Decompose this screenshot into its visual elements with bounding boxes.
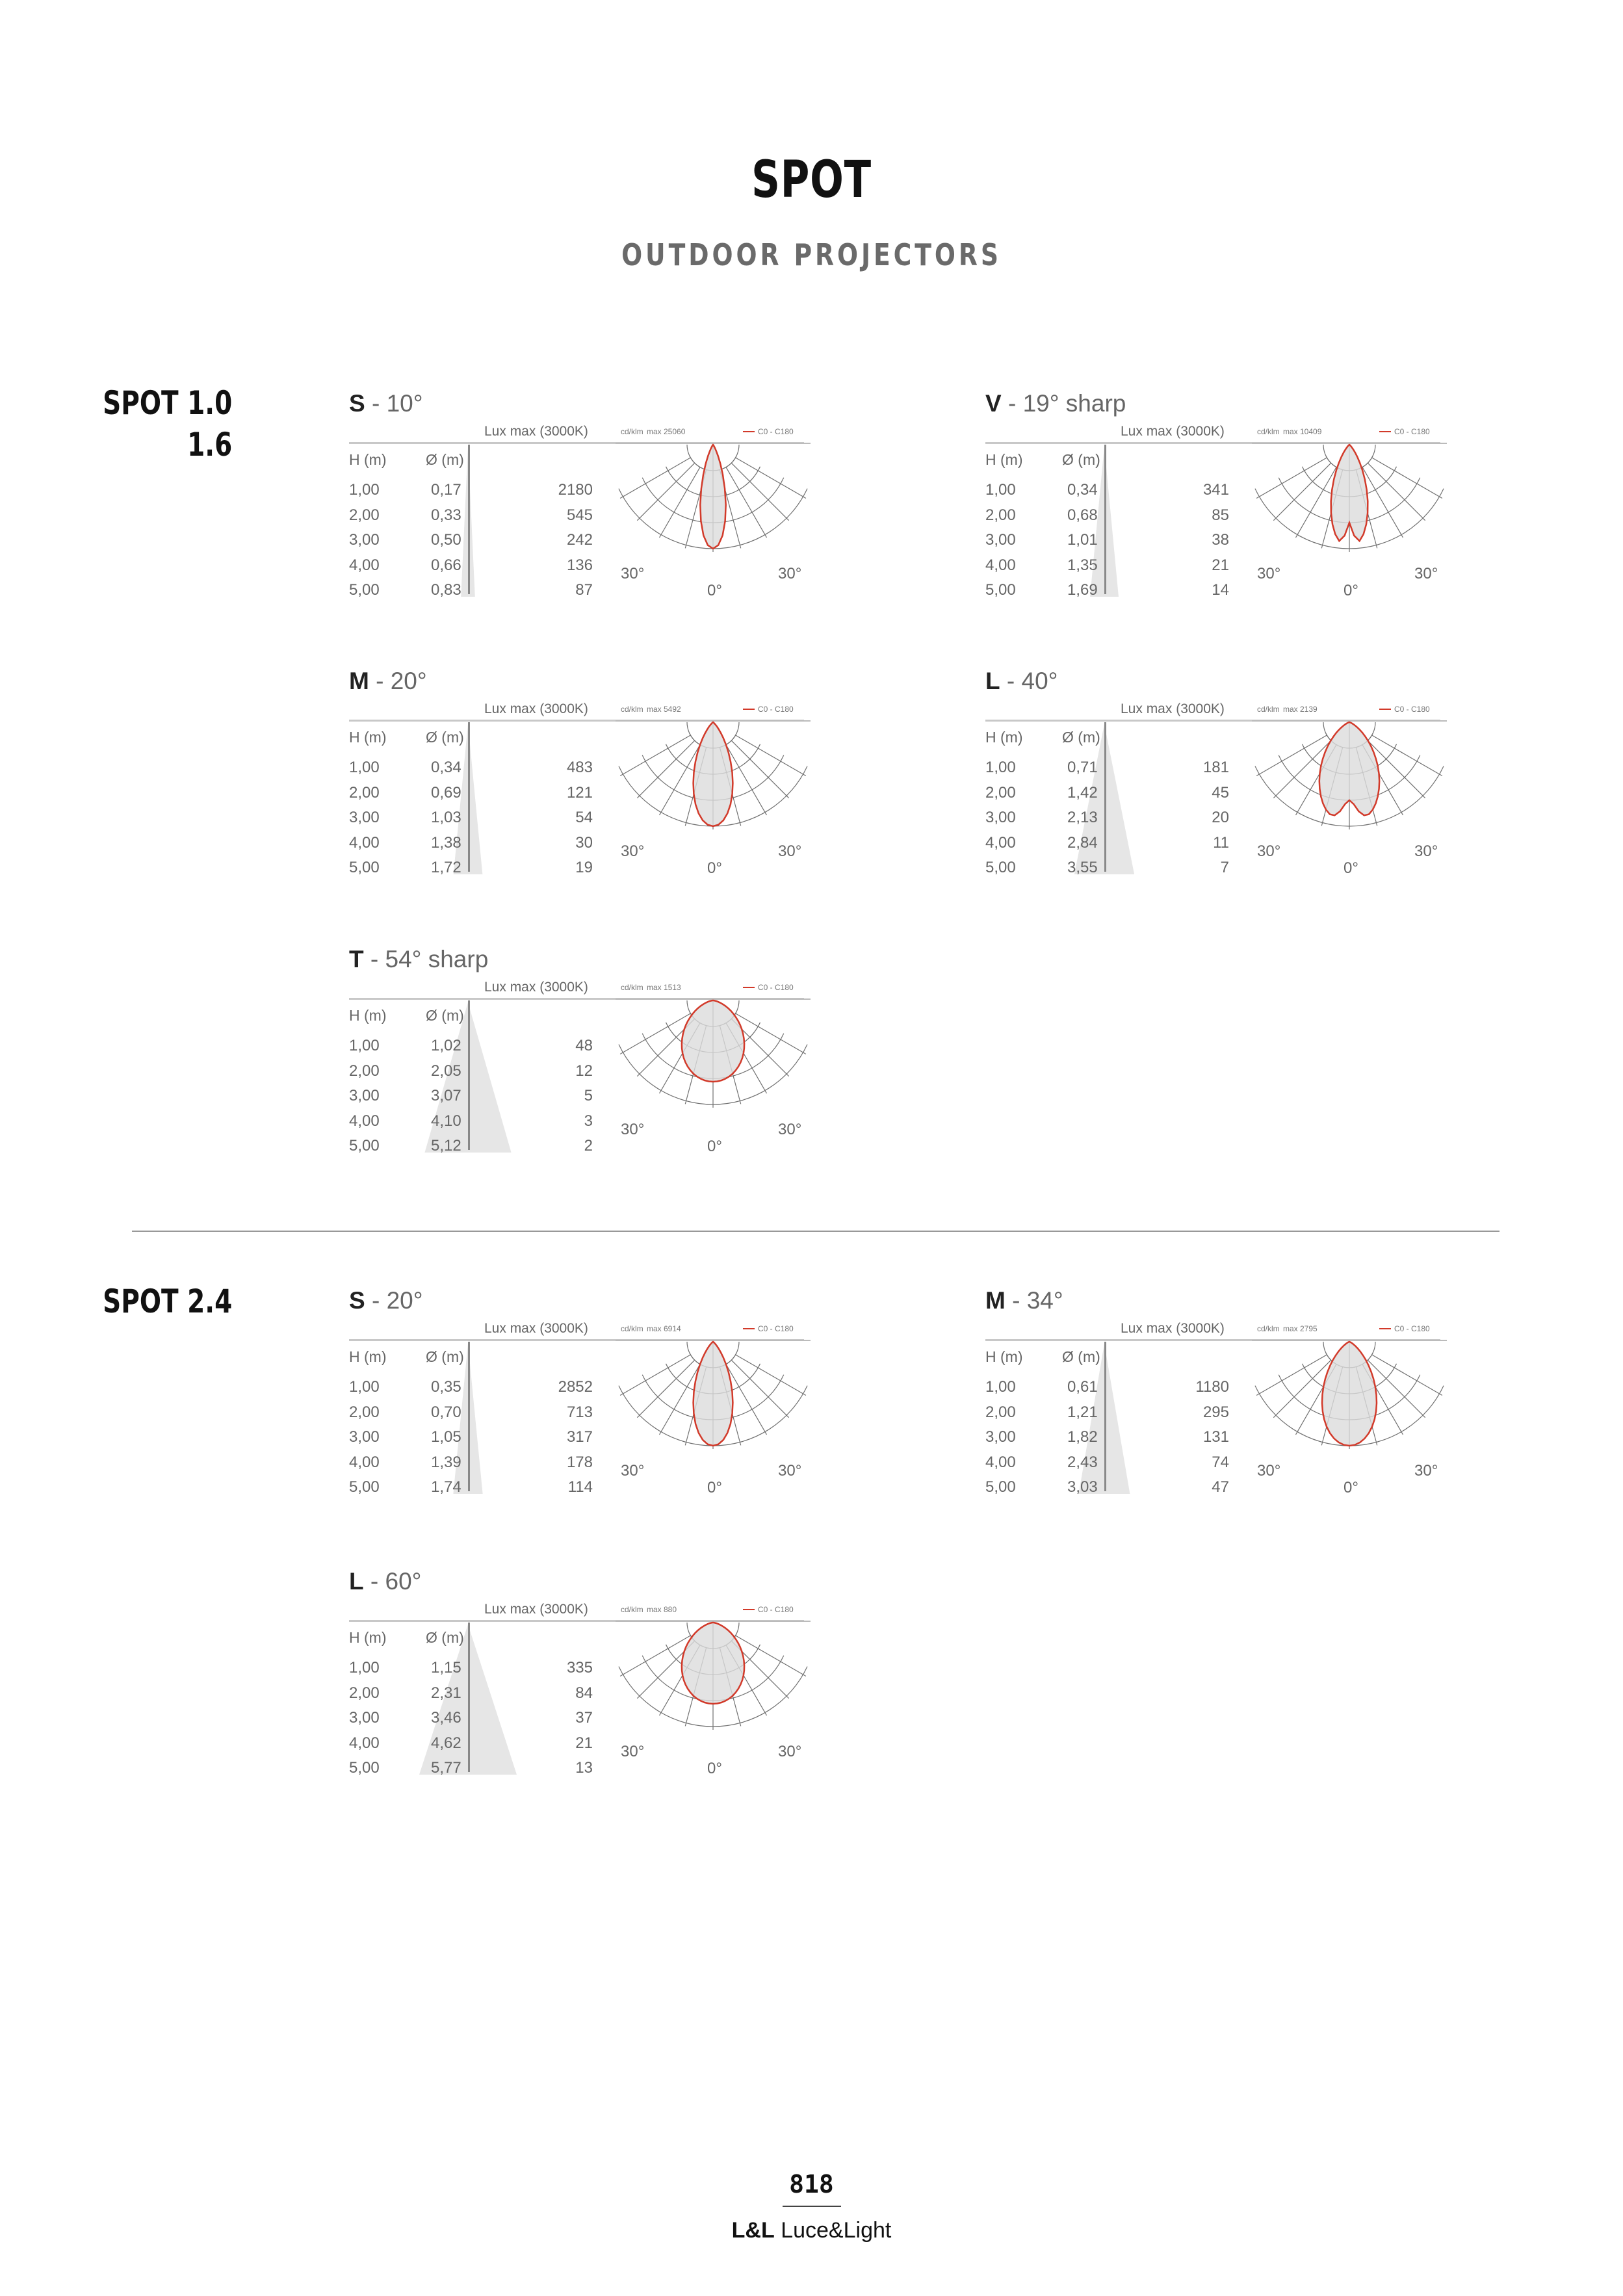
page-number-rule <box>783 2206 841 2207</box>
cell-diameter: 3,46 <box>431 1709 461 1727</box>
cell-diameter: 1,74 <box>431 1478 461 1496</box>
angle-label-left: 30° <box>621 1743 645 1760</box>
cell-height: 4,00 <box>349 1453 380 1471</box>
cell-diameter: 1,15 <box>431 1659 461 1676</box>
section-label-spot-2 <box>103 1281 232 1322</box>
light-distribution-curve <box>682 1000 744 1082</box>
polar-unit-label: cd/klm <box>1257 1324 1280 1333</box>
beam-code: M <box>985 1287 1006 1314</box>
cell-diameter: 1,05 <box>431 1428 461 1446</box>
beam-code: S <box>349 390 365 417</box>
table-row <box>985 859 1229 883</box>
cell-height: 3,00 <box>349 1087 380 1104</box>
table-row <box>349 1734 593 1759</box>
cell-height: 3,00 <box>985 809 1016 826</box>
table-row <box>349 1037 593 1062</box>
col-header-diameter: Ø (m) <box>1062 451 1100 468</box>
beam-suffix: - 40° <box>1000 668 1058 694</box>
cell-lux: 295 <box>1202 1403 1229 1421</box>
cell-height: 1,00 <box>349 481 380 499</box>
table-row <box>349 859 593 883</box>
cell-height: 4,00 <box>985 833 1016 852</box>
angle-label-right: 30° <box>778 1462 802 1480</box>
table-row <box>985 1378 1229 1403</box>
angle-label-bottom: 0° <box>707 859 722 877</box>
table-row <box>349 834 593 859</box>
cell-height: 2,00 <box>985 783 1016 802</box>
lux-header: Lux max (3000K) <box>484 980 588 995</box>
cell-height: 5,00 <box>349 1478 380 1496</box>
page-title: SPOT <box>751 151 872 209</box>
beam-block-s <box>349 390 804 605</box>
beam-suffix: - 54° sharp <box>363 946 489 972</box>
angle-label-left: 30° <box>1257 565 1281 582</box>
legend-label: C0 - C180 <box>758 1324 794 1333</box>
cell-lux: 713 <box>566 1403 593 1421</box>
polar-unit-label: cd/klm <box>621 427 643 436</box>
table-row <box>349 581 593 606</box>
section-label-line1: SPOT 1.0 <box>102 384 232 422</box>
cell-lux: 85 <box>1212 506 1229 524</box>
angle-label-left: 30° <box>1257 842 1281 860</box>
table-row <box>985 759 1229 783</box>
cell-lux: 242 <box>566 531 593 549</box>
cell-height: 4,00 <box>985 556 1016 574</box>
light-distribution-curve <box>694 722 733 826</box>
angle-label-right: 30° <box>778 565 802 582</box>
angle-label-right: 30° <box>778 842 802 860</box>
angle-label-right: 30° <box>1414 842 1438 860</box>
table-row <box>985 581 1229 606</box>
table-row <box>985 531 1229 556</box>
legend-label: C0 - C180 <box>758 1605 794 1614</box>
cell-lux: 19 <box>575 859 593 876</box>
cell-lux: 21 <box>1212 556 1229 574</box>
cell-diameter: 3,03 <box>1067 1478 1098 1496</box>
cell-height: 2,00 <box>349 1684 380 1702</box>
cell-lux: 20 <box>1212 809 1229 826</box>
lux-header: Lux max (3000K) <box>484 1321 588 1336</box>
section-label-spot-1 <box>103 382 232 465</box>
cell-height: 4,00 <box>349 1734 380 1752</box>
col-header-height: H (m) <box>349 1007 387 1024</box>
cell-diameter: 0,17 <box>431 481 461 499</box>
cell-diameter: 0,50 <box>431 531 461 549</box>
cell-height: 5,00 <box>349 859 380 876</box>
legend-label: C0 - C180 <box>1394 705 1430 714</box>
table-row <box>349 1478 593 1503</box>
table-row <box>349 1087 593 1112</box>
cell-lux: 114 <box>567 1478 593 1496</box>
cell-lux: 84 <box>575 1684 593 1702</box>
cell-height: 2,00 <box>349 1403 380 1421</box>
cell-height: 3,00 <box>349 531 380 549</box>
cell-diameter: 1,01 <box>1067 531 1098 549</box>
cell-diameter: 0,34 <box>1067 481 1098 499</box>
table-row <box>349 1709 593 1734</box>
beam-suffix: - 20° <box>369 668 427 694</box>
beam-block-m <box>985 1287 1440 1502</box>
polar-max-label: max 880 <box>647 1605 677 1614</box>
angle-label-right: 30° <box>778 1743 802 1760</box>
cell-lux: 37 <box>575 1709 593 1727</box>
cell-lux: 136 <box>566 556 593 574</box>
polar-diagram <box>616 1599 811 1781</box>
cell-height: 1,00 <box>349 1037 380 1054</box>
cell-height: 5,00 <box>349 581 380 599</box>
cell-diameter: 1,39 <box>431 1453 461 1471</box>
cell-height: 1,00 <box>349 1378 380 1396</box>
light-distribution-curve <box>694 1342 733 1446</box>
brand-bold: L&L <box>731 2218 775 2243</box>
cell-height: 4,00 <box>349 1112 380 1130</box>
col-header-height: H (m) <box>349 1629 387 1646</box>
angle-label-bottom: 0° <box>1344 582 1358 599</box>
angle-label-left: 30° <box>621 1121 645 1138</box>
cell-lux: 48 <box>575 1037 593 1054</box>
cell-height: 2,00 <box>349 1062 380 1080</box>
beam-code: T <box>349 946 364 972</box>
polar-max-label: max 1513 <box>647 983 681 992</box>
cell-height: 1,00 <box>985 481 1016 499</box>
polar-max-label: max 2139 <box>1283 705 1318 714</box>
table-row <box>985 1428 1229 1453</box>
cell-diameter: 0,33 <box>431 506 461 524</box>
table-row <box>985 784 1229 809</box>
polar-diagram <box>616 977 811 1159</box>
cell-diameter: 4,10 <box>431 1112 461 1130</box>
angle-label-bottom: 0° <box>1344 1479 1358 1496</box>
cell-diameter: 0,66 <box>431 556 461 574</box>
beam-block-l <box>349 1568 804 1782</box>
legend-label: C0 - C180 <box>758 983 794 992</box>
cell-lux: 7 <box>1220 859 1229 876</box>
polar-unit-label: cd/klm <box>621 1324 643 1333</box>
beam-suffix: - 10° <box>365 390 423 417</box>
cell-height: 5,00 <box>349 1759 380 1777</box>
beam-suffix: - 60° <box>363 1568 422 1595</box>
cell-height: 5,00 <box>985 859 1016 876</box>
cell-diameter: 1,38 <box>431 833 461 852</box>
beam-code: V <box>985 390 1002 417</box>
lux-header: Lux max (3000K) <box>484 701 588 716</box>
polar-max-label: max 6914 <box>647 1324 681 1333</box>
angle-label-right: 30° <box>778 1121 802 1138</box>
table-row <box>985 834 1229 859</box>
polar-max-label: max 2795 <box>1283 1324 1318 1333</box>
cell-diameter: 1,02 <box>431 1037 461 1054</box>
polar-max-label: max 10409 <box>1283 427 1322 436</box>
cell-height: 1,00 <box>349 759 380 776</box>
cell-height: 3,00 <box>985 531 1016 549</box>
cell-lux: 12 <box>575 1062 593 1080</box>
table-row <box>349 759 593 783</box>
cell-diameter: 2,13 <box>1067 809 1098 826</box>
cell-height: 3,00 <box>349 1709 380 1727</box>
col-header-diameter: Ø (m) <box>1062 1348 1100 1365</box>
table-row <box>349 1137 593 1162</box>
angle-label-left: 30° <box>621 1462 645 1480</box>
cell-height: 2,00 <box>985 1403 1016 1421</box>
cell-lux: 54 <box>575 809 593 826</box>
col-header-diameter: Ø (m) <box>426 1007 464 1024</box>
cell-lux: 87 <box>575 581 593 599</box>
cell-lux: 181 <box>1202 759 1229 776</box>
beam-code: L <box>985 668 1000 694</box>
table-row <box>349 784 593 809</box>
legend-label: C0 - C180 <box>758 427 794 436</box>
legend-label: C0 - C180 <box>1394 427 1430 436</box>
cell-lux: 1180 <box>1195 1378 1229 1396</box>
polar-diagram <box>616 1318 811 1500</box>
cell-height: 3,00 <box>349 1428 380 1446</box>
cell-lux: 341 <box>1202 481 1229 499</box>
angle-label-bottom: 0° <box>707 1760 722 1777</box>
cell-height: 2,00 <box>349 783 380 802</box>
beam-block-v <box>985 390 1440 605</box>
table-row <box>985 809 1229 833</box>
col-header-height: H (m) <box>985 451 1023 468</box>
cell-diameter: 2,05 <box>431 1062 461 1080</box>
cell-lux: 2 <box>584 1137 593 1155</box>
lux-header: Lux max (3000K) <box>484 1602 588 1617</box>
cell-height: 4,00 <box>349 833 380 852</box>
cell-height: 1,00 <box>985 759 1016 776</box>
cell-lux: 317 <box>566 1428 593 1446</box>
cell-diameter: 0,61 <box>1067 1378 1098 1396</box>
cell-lux: 30 <box>575 833 593 852</box>
table-row <box>349 1062 593 1087</box>
page-subtitle: OUTDOOR PROJECTORS <box>621 237 1002 272</box>
table-row <box>349 531 593 556</box>
angle-label-bottom: 0° <box>707 582 722 599</box>
beam-code: M <box>349 668 369 694</box>
cell-lux: 2180 <box>558 481 593 499</box>
table-row <box>349 1428 593 1453</box>
table-row <box>985 1403 1229 1428</box>
table-row <box>349 1659 593 1684</box>
cell-diameter: 5,12 <box>431 1137 461 1155</box>
angle-label-right: 30° <box>1414 565 1438 582</box>
cell-diameter: 0,35 <box>431 1378 461 1396</box>
polar-unit-label: cd/klm <box>1257 705 1280 714</box>
angle-label-bottom: 0° <box>707 1479 722 1496</box>
polar-diagram <box>616 421 811 603</box>
cell-lux: 3 <box>584 1112 593 1130</box>
table-row <box>349 1112 593 1137</box>
brand-rest: Luce&Light <box>774 2218 892 2243</box>
col-header-diameter: Ø (m) <box>426 451 464 468</box>
cell-lux: 45 <box>1212 783 1229 802</box>
col-header-height: H (m) <box>985 1348 1023 1365</box>
table-row <box>349 506 593 531</box>
lux-header: Lux max (3000K) <box>1121 701 1225 716</box>
section-label-line1: SPOT 2.4 <box>102 1283 232 1320</box>
cell-diameter: 2,84 <box>1067 833 1098 852</box>
beam-suffix: - 34° <box>1005 1287 1063 1314</box>
cell-diameter: 0,34 <box>431 759 461 776</box>
cell-diameter: 2,43 <box>1067 1453 1098 1471</box>
cell-height: 4,00 <box>985 1453 1016 1471</box>
legend-label: C0 - C180 <box>1394 1324 1430 1333</box>
table-row <box>985 1478 1229 1503</box>
cell-height: 1,00 <box>349 1659 380 1676</box>
table-row <box>349 1378 593 1403</box>
cell-lux: 483 <box>566 759 593 776</box>
col-header-height: H (m) <box>349 451 387 468</box>
cell-height: 3,00 <box>985 1428 1016 1446</box>
legend-label: C0 - C180 <box>758 705 794 714</box>
cell-diameter: 3,55 <box>1067 859 1098 876</box>
cell-height: 1,00 <box>985 1378 1016 1396</box>
cell-lux: 178 <box>566 1453 593 1471</box>
angle-label-left: 30° <box>621 565 645 582</box>
cell-lux: 2852 <box>558 1378 593 1396</box>
cell-diameter: 1,21 <box>1067 1403 1098 1421</box>
section-label-line2: 1.6 <box>187 426 232 463</box>
beam-block-s <box>349 1287 804 1502</box>
table-row <box>349 1759 593 1784</box>
cell-diameter: 5,77 <box>431 1759 461 1777</box>
table-row <box>349 481 593 506</box>
cell-height: 5,00 <box>349 1137 380 1155</box>
table-row <box>985 1454 1229 1478</box>
table-row <box>349 1403 593 1428</box>
cell-height: 2,00 <box>349 506 380 524</box>
page-number: 818 <box>789 2170 834 2198</box>
table-row <box>349 1684 593 1709</box>
cell-diameter: 0,83 <box>431 581 461 599</box>
cell-lux: 38 <box>1212 531 1229 549</box>
table-row <box>985 556 1229 581</box>
polar-unit-label: cd/klm <box>621 1605 643 1614</box>
col-header-height: H (m) <box>349 729 387 746</box>
cell-lux: 13 <box>575 1759 593 1777</box>
beam-block-m <box>349 668 804 882</box>
cell-lux: 74 <box>1212 1453 1229 1471</box>
brand-logo <box>0 2218 1623 2243</box>
col-header-diameter: Ø (m) <box>426 729 464 746</box>
cell-lux: 131 <box>1202 1428 1229 1446</box>
table-row <box>985 481 1229 506</box>
cell-diameter: 3,07 <box>431 1087 461 1104</box>
col-header-diameter: Ø (m) <box>1062 729 1100 746</box>
polar-diagram <box>616 699 811 881</box>
col-header-diameter: Ø (m) <box>426 1348 464 1365</box>
lux-header: Lux max (3000K) <box>1121 424 1225 439</box>
cell-diameter: 4,62 <box>431 1734 461 1752</box>
beam-block-l <box>985 668 1440 882</box>
cell-lux: 335 <box>566 1659 593 1676</box>
polar-diagram <box>1252 421 1447 603</box>
cell-diameter: 0,69 <box>431 783 461 802</box>
light-distribution-curve <box>1322 1342 1377 1446</box>
lux-header: Lux max (3000K) <box>1121 1321 1225 1336</box>
cell-diameter: 2,31 <box>431 1684 461 1702</box>
angle-label-right: 30° <box>1414 1462 1438 1480</box>
beam-code: L <box>349 1568 364 1595</box>
cell-diameter: 1,82 <box>1067 1428 1098 1446</box>
cell-lux: 5 <box>584 1087 593 1104</box>
cell-diameter: 1,03 <box>431 809 461 826</box>
polar-max-label: max 5492 <box>647 705 681 714</box>
angle-label-bottom: 0° <box>707 1138 722 1155</box>
table-row <box>349 556 593 581</box>
col-header-height: H (m) <box>985 729 1023 746</box>
cell-diameter: 1,42 <box>1067 783 1098 802</box>
cell-diameter: 0,71 <box>1067 759 1098 776</box>
cell-lux: 545 <box>566 506 593 524</box>
lux-header: Lux max (3000K) <box>484 424 588 439</box>
cell-diameter: 1,69 <box>1067 581 1098 599</box>
polar-unit-label: cd/klm <box>621 983 643 992</box>
beam-block-t <box>349 946 804 1160</box>
cell-diameter: 1,72 <box>431 859 461 876</box>
light-distribution-curve <box>700 445 725 549</box>
angle-label-left: 30° <box>1257 1462 1281 1480</box>
cell-lux: 121 <box>566 783 593 802</box>
cell-height: 3,00 <box>349 809 380 826</box>
table-row <box>349 809 593 833</box>
cell-diameter: 0,70 <box>431 1403 461 1421</box>
cell-height: 2,00 <box>985 506 1016 524</box>
col-header-diameter: Ø (m) <box>426 1629 464 1646</box>
cell-height: 4,00 <box>349 556 380 574</box>
polar-unit-label: cd/klm <box>1257 427 1280 436</box>
polar-diagram <box>1252 1318 1447 1500</box>
angle-label-left: 30° <box>621 842 645 860</box>
cell-diameter: 1,35 <box>1067 556 1098 574</box>
cell-lux: 11 <box>1213 833 1229 852</box>
polar-unit-label: cd/klm <box>621 705 643 714</box>
table-row <box>985 506 1229 531</box>
polar-max-label: max 25060 <box>647 427 686 436</box>
table-row <box>349 1454 593 1478</box>
cell-lux: 47 <box>1212 1478 1229 1496</box>
beam-suffix: - 19° sharp <box>1001 390 1126 417</box>
col-header-height: H (m) <box>349 1348 387 1365</box>
cell-height: 5,00 <box>985 581 1016 599</box>
section-divider <box>132 1231 1500 1232</box>
cell-diameter: 0,68 <box>1067 506 1098 524</box>
angle-label-bottom: 0° <box>1344 859 1358 877</box>
beam-code: S <box>349 1287 365 1314</box>
cell-lux: 14 <box>1212 581 1229 599</box>
cell-height: 5,00 <box>985 1478 1016 1496</box>
polar-diagram <box>1252 699 1447 881</box>
cell-lux: 21 <box>575 1734 593 1752</box>
beam-suffix: - 20° <box>365 1287 423 1314</box>
light-distribution-curve <box>682 1623 744 1704</box>
